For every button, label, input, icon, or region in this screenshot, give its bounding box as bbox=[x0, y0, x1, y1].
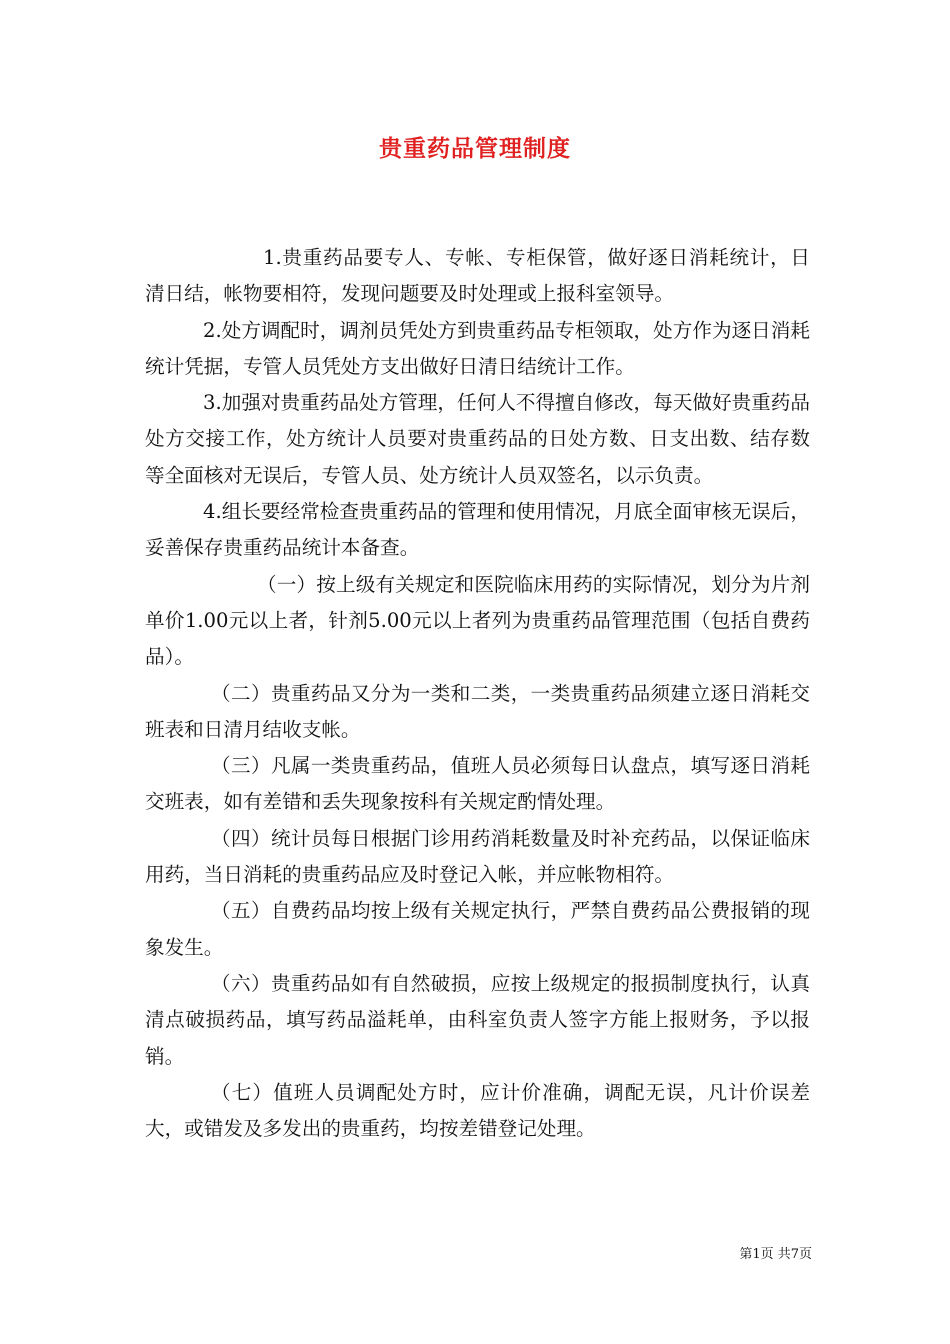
paragraph-section-1: （一）按上级有关规定和医院临床用药的实际情况，划分为片剂单价1.00元以上者，针剂5.00元以上者列为贵重药品管理范围（包括自费药品）。 bbox=[145, 572, 810, 669]
paragraph-section-2: （二）贵重药品又分为一类和二类，一类贵重药品须建立逐日消耗交班表和日清月结收支帐。 bbox=[145, 681, 810, 741]
paragraph-section-3: （三）凡属一类贵重药品，值班人员必须每日认盘点，填写逐日消耗交班表，如有差错和丢失现象按科有关规定酌情处理。 bbox=[145, 754, 810, 814]
paragraph-1: 1.贵重药品要专人、专帐、专柜保管，做好逐日消耗统计，日清日结，帐物要相符，发现问题要及时处理或上报科室领导。 bbox=[145, 246, 810, 306]
document-body bbox=[145, 240, 810, 1147]
paragraph-4: 4.组长要经常检查贵重药品的管理和使用情况，月底全面审核无误后，妥善保存贵重药品统计本备查。 bbox=[145, 500, 810, 560]
paragraph-section-6: （六）贵重药品如有自然破损，应按上级规定的报损制度执行，认真清点破损药品，填写药品溢耗单，由科室负责人签字方能上报财务，予以报销。 bbox=[145, 971, 810, 1068]
page-number-footer: 第1页 共7页 bbox=[739, 1247, 812, 1262]
paragraph-section-7: （七）值班人员调配处方时，应计价准确，调配无误，凡计价误差大，或错发及多发出的贵重药，均按差错登记处理。 bbox=[145, 1080, 810, 1141]
paragraph-2: 2.处方调配时，调剂员凭处方到贵重药品专柜领取，处方作为逐日消耗统计凭据，专管人员凭处方支出做好日清日结统计工作。 bbox=[145, 318, 810, 378]
document-title: 贵重药品管理制度 bbox=[379, 135, 571, 162]
paragraph-section-4: （四）统计员每日根据门诊用药消耗数量及时补充药品，以保证临床用药，当日消耗的贵重药品应及时登记入帐，并应帐物相符。 bbox=[145, 826, 810, 887]
paragraph-3: 3.加强对贵重药品处方管理，任何人不得擅自修改，每天做好贵重药品处方交接工作，处方统计人员要对贵重药品的日处方数、日支出数、结存数等全面核对无误后，专管人员、处方统计人员双签名，以示负责。 bbox=[145, 391, 810, 487]
paragraph-section-5: （五）自费药品均按上级有关规定执行，严禁自费药品公费报销的现象发生。 bbox=[145, 899, 810, 959]
